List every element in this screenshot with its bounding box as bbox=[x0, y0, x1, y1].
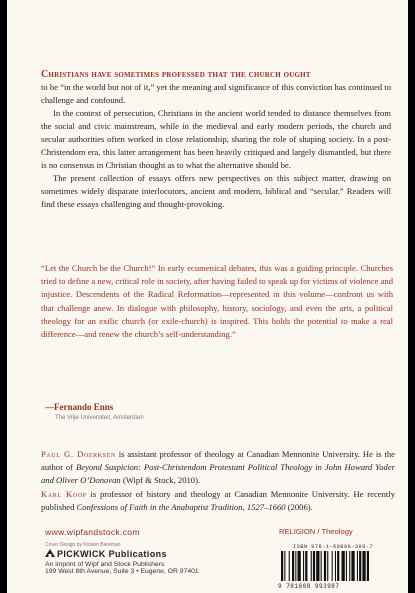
barcode-bar bbox=[311, 551, 312, 581]
description-paragraph-3: The present collection of essays offers new perspectives on this subject matter, drawing on sometimes widely disparate interlocutors, ancient and modern, biblical and “secular.” Readers will find these essays challenging and thought-provoking. bbox=[41, 173, 391, 209]
barcode-bar bbox=[337, 551, 339, 581]
barcode-bar bbox=[349, 551, 350, 581]
bio-text: (2006). bbox=[285, 502, 313, 513]
bio-text: is professor of history and theology at Canadian Mennonite University. He recently published bbox=[41, 489, 395, 513]
subject-category: RELIGION / Theology bbox=[279, 527, 353, 536]
publisher-block bbox=[45, 549, 199, 575]
barcode-bar bbox=[316, 551, 319, 581]
book-title: Confessions of Faith in the Anabaptist Tradition, 1527–1660 bbox=[76, 502, 286, 513]
publisher-name-line bbox=[45, 549, 199, 559]
barcode-bar bbox=[351, 551, 354, 581]
barcode-bar bbox=[305, 551, 307, 581]
pickwick-logo-icon bbox=[45, 549, 55, 558]
cover-design-credit: Cover Design by Kristen Bareman bbox=[45, 542, 121, 548]
publisher-name: PICKWICK Publications bbox=[57, 549, 167, 559]
endorsement-quote bbox=[41, 262, 393, 341]
barcode-image bbox=[279, 551, 397, 582]
barcode-bar bbox=[321, 551, 322, 581]
barcode-bar bbox=[281, 551, 283, 581]
barcode-bar bbox=[357, 551, 358, 581]
publisher-website: www.wipfandstock.com bbox=[45, 527, 140, 537]
author-bio-1 bbox=[41, 448, 395, 488]
barcode-bar bbox=[346, 551, 347, 581]
barcode-bar bbox=[359, 551, 361, 581]
description-paragraph-1 bbox=[41, 68, 391, 107]
author-name: Paul G. Doerksen bbox=[41, 449, 116, 459]
description-paragraph-2: In the context of persecution, Christians in the ancient world tended to distance themselves from the social and civic mainstream, while in the medieval and early modern periods, the church and secular authorities often worked in close relationship, sharing the role of shaping society. In a post-Christendom era, this latter arrangement has been heavily critiqued and largely dismantled, but there is no consensus in Christian thought as to what the alternative should be. bbox=[41, 108, 391, 170]
barcode-bar bbox=[332, 551, 333, 581]
bio-text: is assistant professor of theology at Canadian Mennonite University. He is the author of bbox=[41, 449, 395, 473]
endorser-affiliation: The Vrije Universiteit, Amsterdam bbox=[55, 415, 144, 421]
barcode-bar bbox=[335, 551, 336, 581]
barcode-bar bbox=[362, 551, 365, 581]
barcode-bar bbox=[367, 551, 369, 581]
barcode-bar bbox=[324, 551, 326, 581]
barcode-bar bbox=[295, 551, 296, 581]
barcode-bar bbox=[292, 551, 294, 581]
book-description bbox=[41, 68, 391, 211]
book-back-cover bbox=[7, 0, 408, 593]
barcode-bar bbox=[303, 551, 304, 581]
barcode-bar bbox=[313, 551, 315, 581]
barcode-bar bbox=[327, 551, 328, 581]
bio-text: (Wipf & Stock, 2010). bbox=[120, 475, 201, 486]
endorser-name: —Fernando Enns bbox=[45, 402, 114, 412]
opening-caps: Christians have sometimes professed that the church ought bbox=[41, 69, 311, 80]
isbn-number: ISBN 978-1-60899-398-7 bbox=[293, 544, 373, 550]
publisher-address: 199 West 8th Avenue, Suite 3 • Eugene, OR 97401 bbox=[45, 568, 199, 575]
barcode-bar bbox=[342, 551, 345, 581]
barcode-bar bbox=[289, 551, 290, 581]
author-name: Karl Koop bbox=[41, 489, 87, 499]
barcode-bar bbox=[298, 551, 301, 581]
author-bio-2 bbox=[41, 488, 395, 514]
description-p1-text: to be “in the world but not of it,” yet the meaning and significance of this conviction has continued to challenge and confound. bbox=[41, 82, 391, 105]
imprint-line: An imprint of Wipf and Stock Publishers bbox=[45, 561, 165, 568]
barcode-bar bbox=[284, 551, 285, 581]
endorsement-text: “Let the Church be the Church!” In early ecumenical debates, this was a guiding principle. Churches tried to define a new, critical role in society, after having failed to speak up for victims of violence and injustice. Descendents of the Radical Reformation—represented in this volume—confront us with that challenge anew. In dialogue with philosophy, history, sociology, and even the arts, a political theology for an exilic church (or exile-church) is inspired. This holds the potential to make a real difference—and renew the church’s self-understanding.” bbox=[41, 263, 393, 340]
book-title: Beyond Suspicion: Post-Christendom Protestant Political Theology in John Howard Yoder and Oliver O’Donovan bbox=[41, 462, 395, 486]
barcode-digits: 9 781608 993987 bbox=[278, 583, 340, 590]
